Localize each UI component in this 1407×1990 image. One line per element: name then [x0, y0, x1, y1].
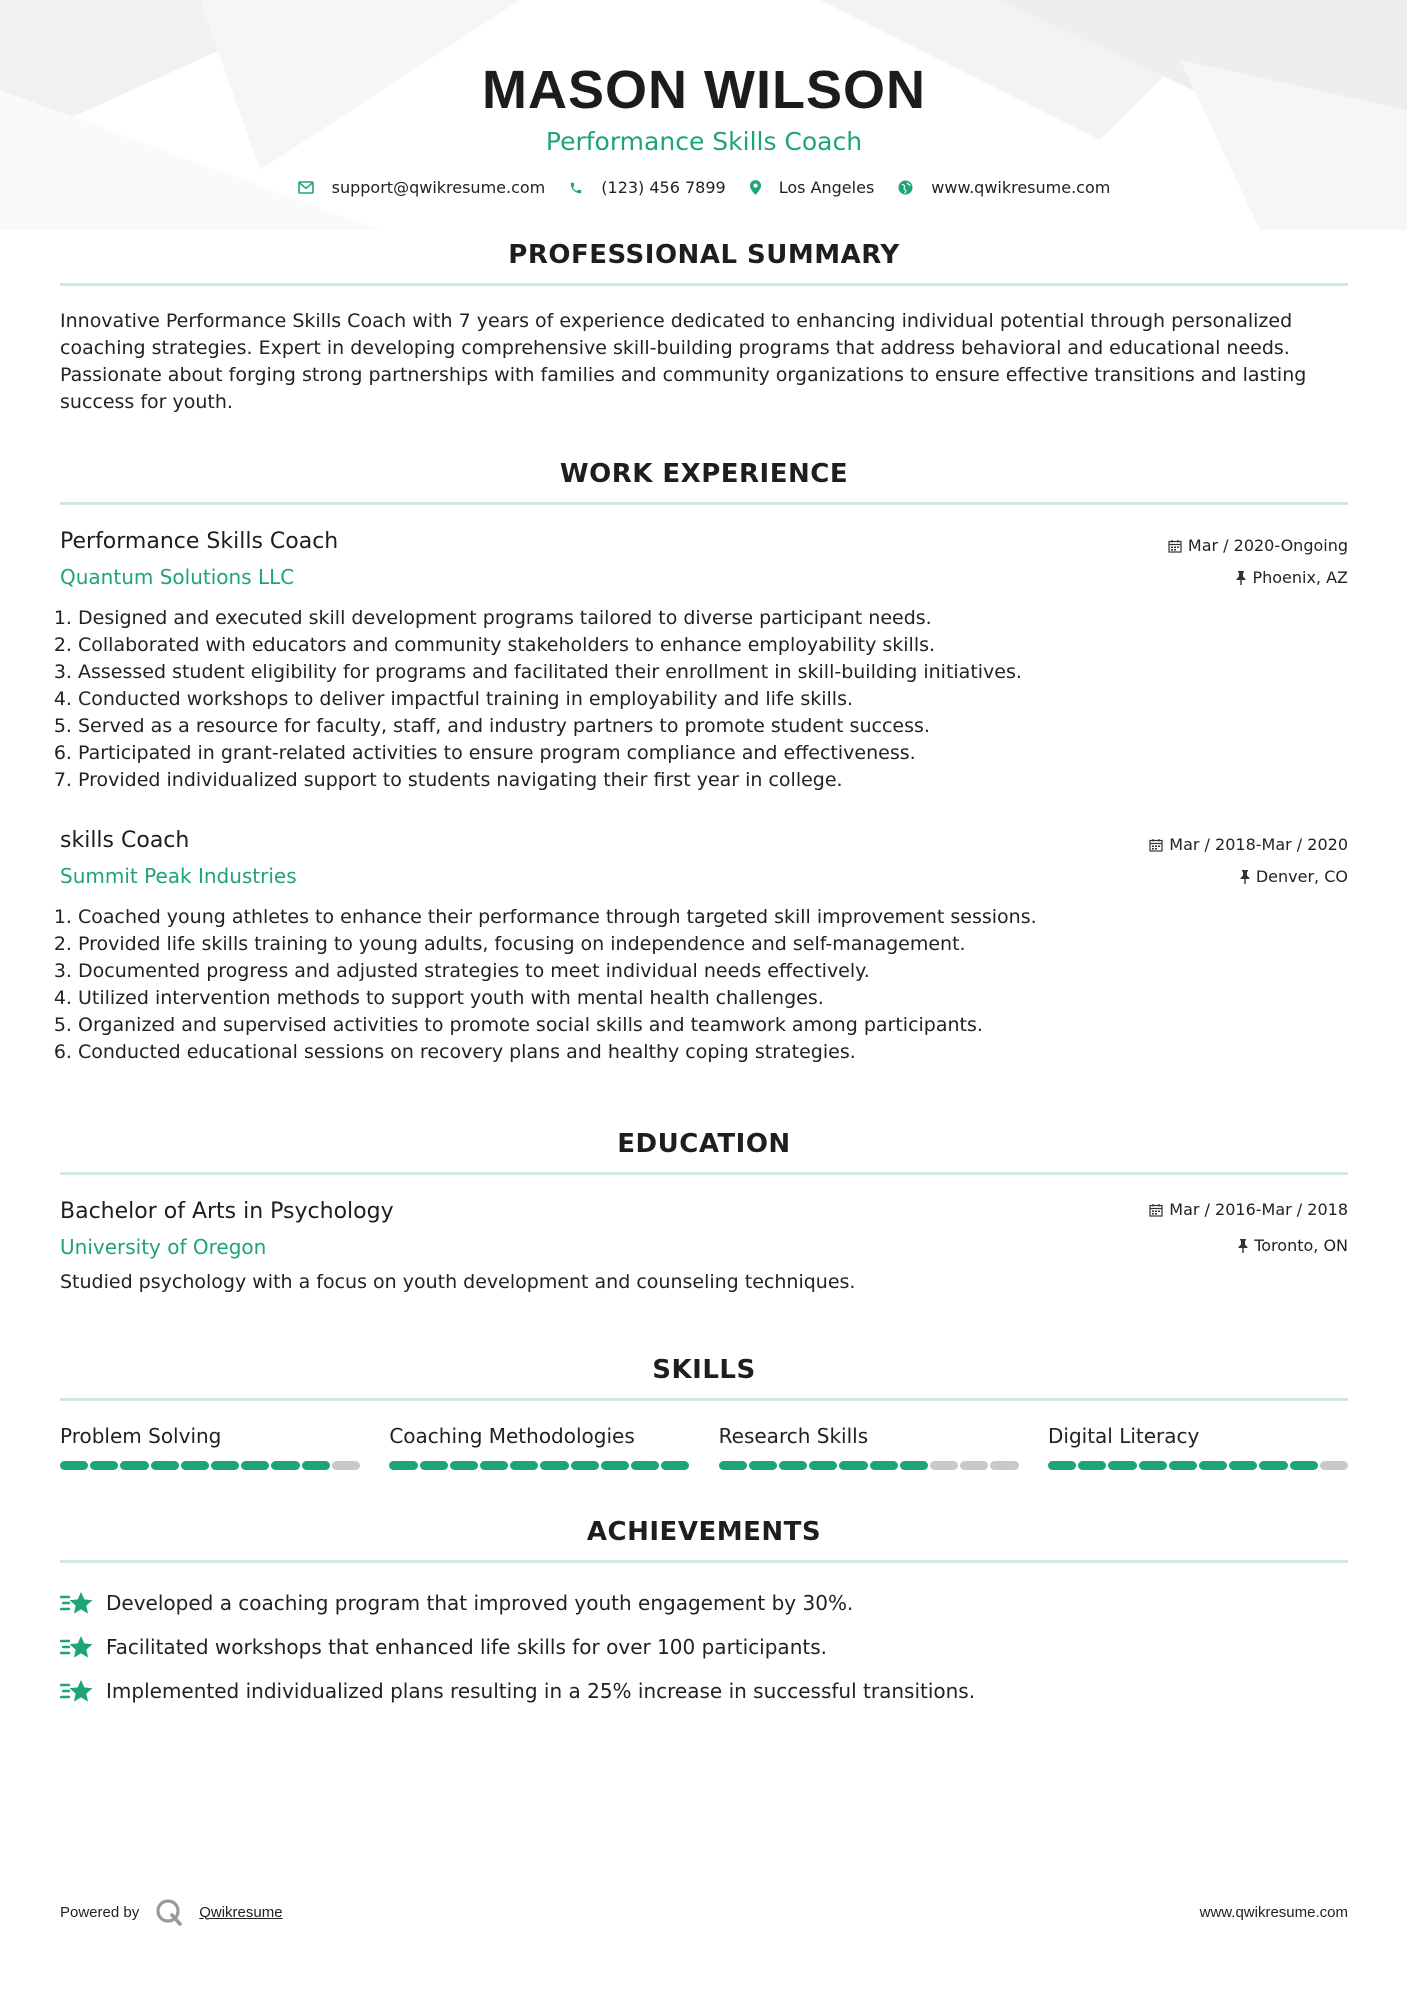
skill-segment-filled	[480, 1461, 508, 1470]
list-item: 1. Designed and executed skill development programs tailored to diverse participant needs.	[78, 605, 1348, 632]
skill-segment-filled	[151, 1461, 179, 1470]
skill-segment-filled	[1108, 1461, 1136, 1470]
list-item: 1. Coached young athletes to enhance their performance through targeted skill improvement sessions.	[78, 904, 1348, 931]
achievement-item	[60, 1581, 1348, 1625]
section-divider	[60, 502, 1348, 505]
skill-segment-empty	[960, 1461, 988, 1470]
job-duties	[60, 605, 1348, 794]
list-item: 5. Served as a resource for faculty, staff, and industry partners to promote student success.	[78, 713, 1348, 740]
resume-page	[60, 0, 1348, 1713]
education-location: Toronto, ON	[1254, 1236, 1348, 1255]
calendar-icon	[1149, 838, 1163, 852]
calendar-icon	[1149, 1203, 1163, 1217]
star-icon	[60, 1634, 94, 1660]
skill-segment-filled	[1078, 1461, 1106, 1470]
education-entry	[60, 1197, 1348, 1296]
skill-segment-filled	[1048, 1461, 1076, 1470]
globe-icon	[898, 180, 913, 195]
skill-name: Coaching Methodologies	[389, 1424, 635, 1448]
summary-heading: PROFESSIONAL SUMMARY	[508, 240, 900, 270]
job-location: Phoenix, AZ	[1252, 568, 1348, 587]
achievement-text: Developed a coaching program that improved youth engagement by 30%.	[106, 1591, 854, 1615]
skills-heading: SKILLS	[652, 1355, 756, 1385]
page-footer	[60, 1898, 1348, 1926]
education-heading: EDUCATION	[617, 1129, 791, 1159]
contact-location	[750, 178, 875, 197]
skill-level-bar	[389, 1461, 689, 1470]
skill-segment-filled	[839, 1461, 867, 1470]
achievement-text: Implemented individualized plans resulting in a 25% increase in successful transitions.	[106, 1679, 976, 1703]
skill-segment-empty	[930, 1461, 958, 1470]
qwikresume-logo-icon	[155, 1898, 183, 1926]
skill-segment-filled	[1169, 1461, 1197, 1470]
resume-header	[60, 0, 1348, 197]
powered-by	[60, 1898, 283, 1926]
pushpin-icon	[1240, 870, 1250, 884]
skill-segment-filled	[749, 1461, 777, 1470]
list-item: 2. Collaborated with educators and community stakeholders to enhance employability skills.	[78, 632, 1348, 659]
list-item: 3. Assessed student eligibility for programs and facilitated their enrollment in skill-building initiatives.	[78, 659, 1348, 686]
skill-level-bar	[719, 1461, 1019, 1470]
skill-segment-filled	[900, 1461, 928, 1470]
list-item: 3. Documented progress and adjusted strategies to meet individual needs effectively.	[78, 958, 1348, 985]
job-entry	[60, 826, 1348, 1066]
summary-text: Innovative Performance Skills Coach with 7 years of experience dedicated to enhancing individual potential through personalized coaching strategies. Expert in developing comprehensive skill-building programs that address behavioral and educational needs. Passionate about forging strong partnerships with families and community organizations to ensure effective transitions and lasting success for youth.	[60, 310, 1307, 413]
skill-segment-filled	[302, 1461, 330, 1470]
email-text: support@qwikresume.com	[331, 178, 546, 197]
skill-segment-filled	[540, 1461, 568, 1470]
achievement-item	[60, 1625, 1348, 1669]
skill-segment-filled	[1259, 1461, 1287, 1470]
skill-segment-filled	[241, 1461, 269, 1470]
skill-segment-filled	[450, 1461, 478, 1470]
skill-segment-filled	[661, 1461, 689, 1470]
list-item: 7. Provided individualized support to students navigating their first year in college.	[78, 767, 1348, 794]
job-dates: Mar / 2018-Mar / 2020	[1169, 835, 1348, 854]
candidate-name: MASON WILSON	[482, 60, 926, 120]
achievements-heading: ACHIEVEMENTS	[586, 1517, 822, 1547]
skill-segment-filled	[1139, 1461, 1167, 1470]
contact-phone[interactable]	[569, 178, 725, 197]
skills-grid	[60, 1423, 1348, 1470]
envelope-icon	[298, 181, 314, 194]
skill-segment-empty	[1320, 1461, 1348, 1470]
company-name: Quantum Solutions LLC	[60, 565, 295, 589]
contact-website[interactable]	[898, 178, 1110, 197]
map-marker-icon	[750, 180, 761, 195]
achievements-list	[60, 1581, 1348, 1713]
pushpin-icon	[1238, 1239, 1248, 1253]
summary-section	[60, 239, 1348, 416]
achievements-section	[60, 1516, 1348, 1713]
contact-bar	[60, 178, 1348, 197]
section-divider	[60, 1398, 1348, 1401]
skill-segment-filled	[601, 1461, 629, 1470]
degree-title: Bachelor of Arts in Psychology	[60, 1199, 394, 1224]
job-dates: Mar / 2020-Ongoing	[1187, 536, 1348, 555]
skill-segment-filled	[1290, 1461, 1318, 1470]
skill-level-bar	[60, 1461, 360, 1470]
list-item: 6. Conducted educational sessions on recovery plans and healthy coping strategies.	[78, 1039, 1348, 1066]
skill-item	[1048, 1423, 1348, 1470]
skill-segment-filled	[120, 1461, 148, 1470]
skill-segment-filled	[1199, 1461, 1227, 1470]
skill-name: Research Skills	[718, 1424, 869, 1448]
job-duties	[60, 904, 1348, 1066]
skills-section	[60, 1354, 1348, 1470]
education-description: Studied psychology with a focus on youth development and counseling techniques.	[60, 1271, 856, 1293]
achievement-text: Facilitated workshops that enhanced life skills for over 100 participants.	[106, 1635, 827, 1659]
skill-item	[389, 1423, 689, 1470]
skill-name: Digital Literacy	[1047, 1424, 1200, 1448]
list-item: 5. Organized and supervised activities to promote social skills and teamwork among participants.	[78, 1012, 1348, 1039]
job-title: Performance Skills Coach	[60, 529, 339, 554]
skill-segment-filled	[571, 1461, 599, 1470]
skill-name: Problem Solving	[60, 1424, 222, 1448]
star-icon	[60, 1678, 94, 1704]
phone-icon	[569, 181, 583, 195]
list-item: 4. Conducted workshops to deliver impactful training in employability and life skills.	[78, 686, 1348, 713]
phone-text: (123) 456 7899	[601, 178, 726, 197]
education-dates: Mar / 2016-Mar / 2018	[1169, 1200, 1348, 1219]
skill-segment-empty	[990, 1461, 1018, 1470]
skill-segment-empty	[332, 1461, 360, 1470]
achievement-item	[60, 1669, 1348, 1713]
candidate-role: Performance Skills Coach	[545, 127, 863, 156]
powered-label: Powered by	[60, 1903, 140, 1921]
footer-website[interactable]: www.qwikresume.com	[1199, 1903, 1348, 1921]
skill-segment-filled	[779, 1461, 807, 1470]
skill-level-bar	[1048, 1461, 1348, 1470]
brand-link[interactable]: Qwikresume	[199, 1903, 283, 1921]
skill-segment-filled	[420, 1461, 448, 1470]
skill-segment-filled	[510, 1461, 538, 1470]
section-divider	[60, 1560, 1348, 1563]
pushpin-icon	[1236, 571, 1246, 585]
list-item: 6. Participated in grant-related activities to ensure program compliance and effectiveness.	[78, 740, 1348, 767]
job-title: skills Coach	[60, 828, 190, 853]
skill-segment-filled	[389, 1461, 417, 1470]
section-divider	[60, 283, 1348, 286]
skill-segment-filled	[870, 1461, 898, 1470]
education-section	[60, 1128, 1348, 1296]
contact-email[interactable]	[298, 178, 546, 197]
star-icon	[60, 1590, 94, 1616]
skill-segment-filled	[181, 1461, 209, 1470]
job-location: Denver, CO	[1255, 867, 1348, 886]
skill-segment-filled	[1229, 1461, 1257, 1470]
skill-item	[719, 1423, 1019, 1470]
school-name: University of Oregon	[60, 1235, 267, 1259]
skill-item	[60, 1423, 360, 1470]
skill-segment-filled	[211, 1461, 239, 1470]
company-name: Summit Peak Industries	[60, 864, 297, 888]
website-text: www.qwikresume.com	[931, 178, 1111, 197]
skill-segment-filled	[60, 1461, 88, 1470]
skill-segment-filled	[631, 1461, 659, 1470]
experience-heading: WORK EXPERIENCE	[559, 459, 849, 489]
skill-segment-filled	[809, 1461, 837, 1470]
list-item: 2. Provided life skills training to young adults, focusing on independence and self-management.	[78, 931, 1348, 958]
skill-segment-filled	[90, 1461, 118, 1470]
calendar-icon	[1168, 539, 1182, 553]
experience-section	[60, 458, 1348, 1066]
section-divider	[60, 1172, 1348, 1175]
skill-segment-filled	[719, 1461, 747, 1470]
location-text: Los Angeles	[778, 178, 875, 197]
list-item: 4. Utilized intervention methods to support youth with mental health challenges.	[78, 985, 1348, 1012]
job-entry	[60, 527, 1348, 794]
skill-segment-filled	[271, 1461, 299, 1470]
